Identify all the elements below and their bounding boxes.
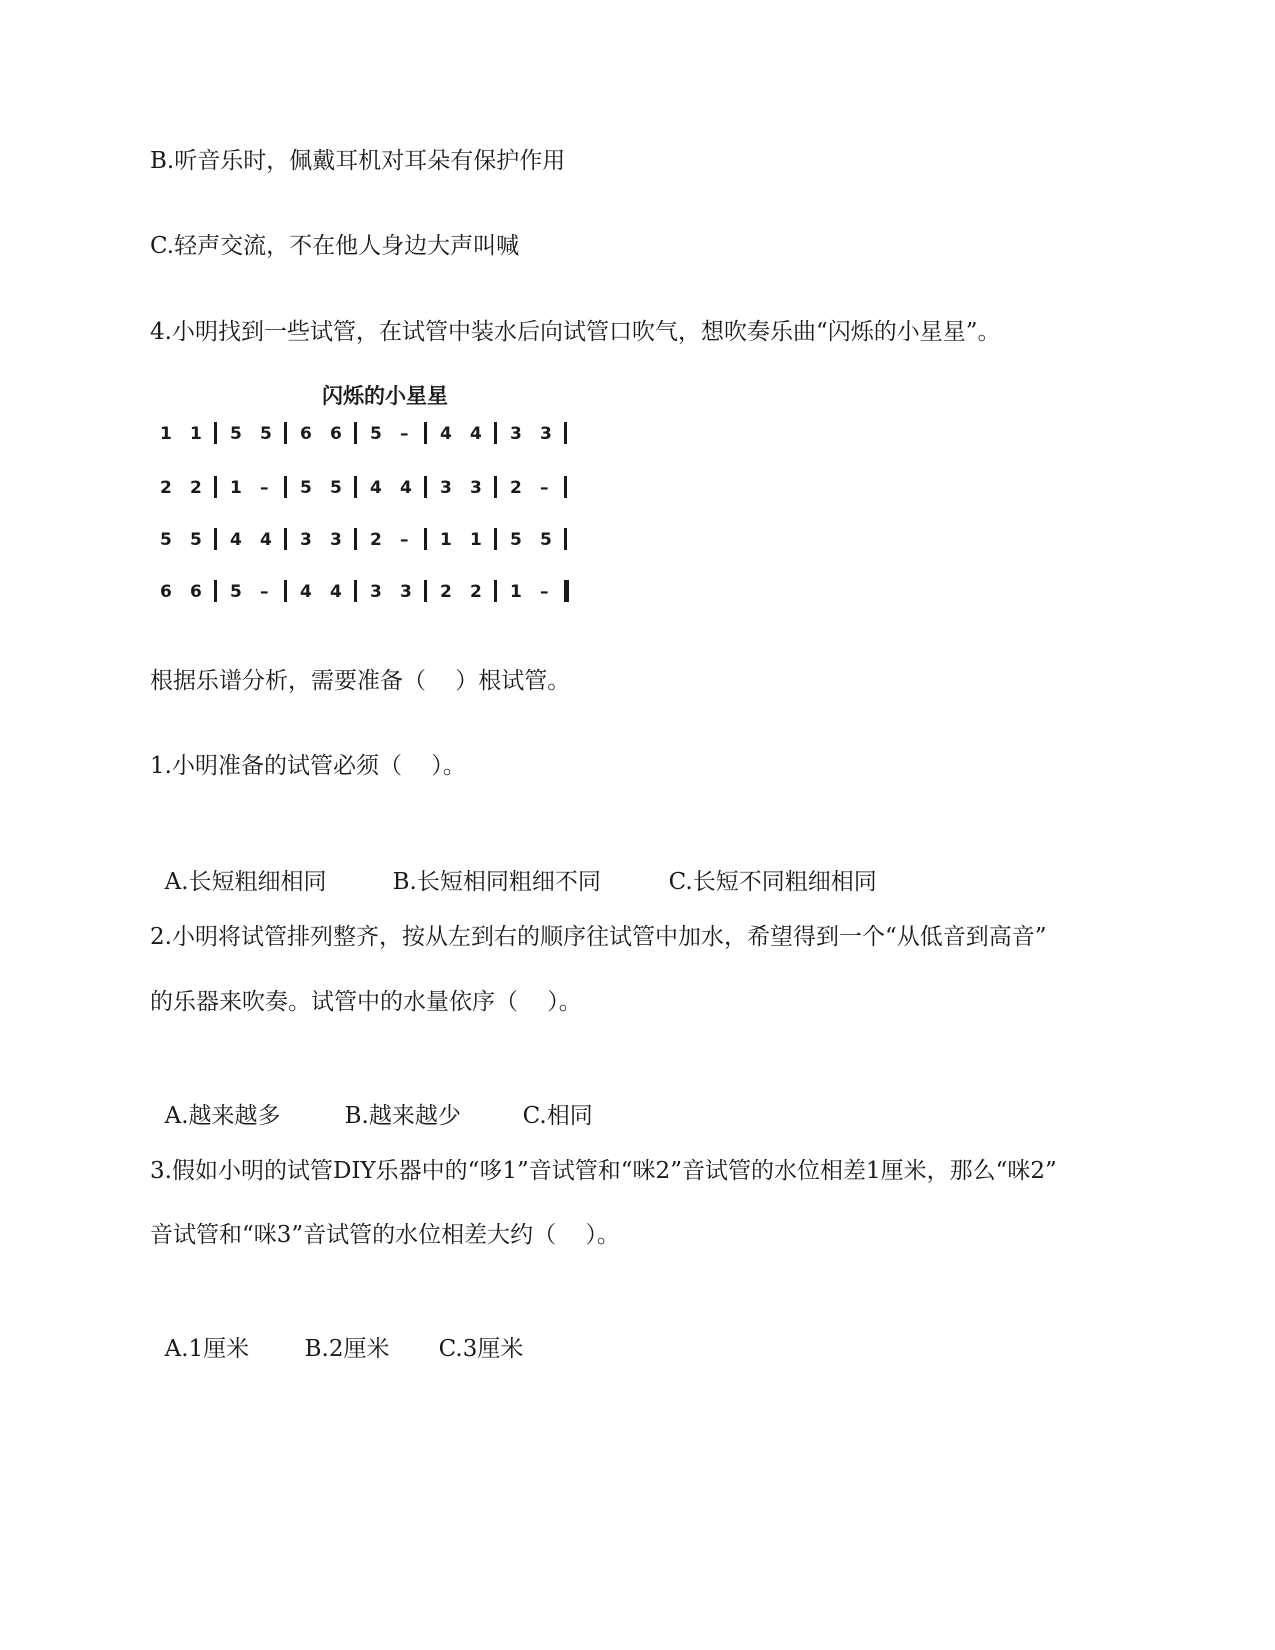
barline xyxy=(214,422,217,444)
dash-note: – xyxy=(260,582,269,602)
option-a: A.1厘米 xyxy=(164,1336,250,1362)
barline xyxy=(424,422,427,444)
note: 5 xyxy=(230,424,242,444)
note: 1 xyxy=(160,424,172,444)
note: 2 xyxy=(440,582,452,602)
barline xyxy=(214,580,217,602)
note: 3 xyxy=(330,530,342,550)
sub-question-2-options xyxy=(150,1071,593,1131)
note: 1 xyxy=(440,530,452,550)
sub-question-2-line-1: 2.小明将试管排列整齐，按从左到右的顺序往试管中加水，希望得到一个“从低音到高音” xyxy=(150,924,1047,950)
barline xyxy=(424,580,427,602)
note: 5 xyxy=(510,530,522,550)
sub-question-3-line-1: 3.假如小明的试管DIY乐器中的“哆1”音试管和“咪2”音试管的水位相差1厘米，那么“咪2” xyxy=(150,1158,1057,1184)
final-barline xyxy=(564,580,569,602)
note: 6 xyxy=(330,424,342,444)
sub-question-2-line-2: 的乐器来吹奏。试管中的水量依序（ ）。 xyxy=(150,989,582,1015)
barline xyxy=(284,476,287,498)
sub-question-1: 1.小明准备的试管必须（ ）。 xyxy=(150,753,466,779)
sub-question-1-options xyxy=(150,837,877,897)
note: 4 xyxy=(300,582,312,602)
note: 4 xyxy=(230,530,242,550)
barline xyxy=(284,422,287,444)
barline xyxy=(424,528,427,550)
question-4: 4.小明找到一些试管，在试管中装水后向试管口吹气，想吹奏乐曲“闪烁的小星星”。 xyxy=(150,319,1001,345)
note: 3 xyxy=(440,478,452,498)
barline xyxy=(214,476,217,498)
option-b: B.长短相同粗细不同 xyxy=(392,869,601,895)
note: 2 xyxy=(370,530,382,550)
music-score xyxy=(150,380,620,650)
option-b: B.越来越少 xyxy=(344,1103,461,1129)
option-a: A.越来越多 xyxy=(164,1103,281,1129)
barline xyxy=(564,476,567,498)
barline xyxy=(494,580,497,602)
sub-question-3-line-2: 音试管和“咪3”音试管的水位相差大约（ ）。 xyxy=(150,1222,620,1248)
barline xyxy=(354,422,357,444)
barline xyxy=(354,580,357,602)
barline xyxy=(494,422,497,444)
note: 6 xyxy=(300,424,312,444)
barline xyxy=(564,422,567,444)
note: 5 xyxy=(370,424,382,444)
barline xyxy=(214,528,217,550)
dash-note: – xyxy=(400,530,409,550)
option-b: B.2厘米 xyxy=(304,1336,390,1362)
barline xyxy=(564,528,567,550)
note: 3 xyxy=(510,424,522,444)
option-c: C.长短不同粗细相同 xyxy=(668,869,877,895)
barline xyxy=(494,476,497,498)
score-row xyxy=(160,578,600,608)
dash-note: – xyxy=(400,424,409,444)
note: 5 xyxy=(230,582,242,602)
note: 2 xyxy=(470,582,482,602)
dash-note: – xyxy=(540,478,549,498)
note: 3 xyxy=(540,424,552,444)
sub-question-3-options xyxy=(150,1304,523,1364)
note: 4 xyxy=(370,478,382,498)
dash-note: – xyxy=(540,582,549,602)
note: 5 xyxy=(330,478,342,498)
option-a: A.长短粗细相同 xyxy=(164,869,327,895)
score-title: 闪烁的小星星 xyxy=(322,384,448,408)
option-b-previous: B.听音乐时，佩戴耳机对耳朵有保护作用 xyxy=(150,148,566,174)
barline xyxy=(284,580,287,602)
note: 3 xyxy=(300,530,312,550)
note: 5 xyxy=(260,424,272,444)
score-row xyxy=(160,474,600,504)
note: 1 xyxy=(190,424,202,444)
note: 4 xyxy=(330,582,342,602)
score-row xyxy=(160,526,600,556)
barline xyxy=(354,528,357,550)
note: 4 xyxy=(470,424,482,444)
score-row xyxy=(160,420,600,450)
barline xyxy=(494,528,497,550)
note: 2 xyxy=(160,478,172,498)
barline xyxy=(284,528,287,550)
barline xyxy=(354,476,357,498)
note: 2 xyxy=(190,478,202,498)
note: 1 xyxy=(470,530,482,550)
note: 5 xyxy=(190,530,202,550)
note: 5 xyxy=(540,530,552,550)
option-c: C.3厘米 xyxy=(438,1336,524,1362)
note: 4 xyxy=(260,530,272,550)
note: 1 xyxy=(510,582,522,602)
option-c-previous: C.轻声交流，不在他人身边大声叫喊 xyxy=(150,233,520,259)
note: 3 xyxy=(400,582,412,602)
note: 6 xyxy=(190,582,202,602)
question-4-prompt: 根据乐谱分析，需要准备（ ）根试管。 xyxy=(150,668,571,694)
note: 1 xyxy=(230,478,242,498)
note: 5 xyxy=(160,530,172,550)
note: 4 xyxy=(400,478,412,498)
dash-note: – xyxy=(260,478,269,498)
note: 6 xyxy=(160,582,172,602)
note: 3 xyxy=(470,478,482,498)
note: 5 xyxy=(300,478,312,498)
barline xyxy=(424,476,427,498)
note: 3 xyxy=(370,582,382,602)
note: 2 xyxy=(510,478,522,498)
option-c: C.相同 xyxy=(522,1103,593,1129)
note: 4 xyxy=(440,424,452,444)
